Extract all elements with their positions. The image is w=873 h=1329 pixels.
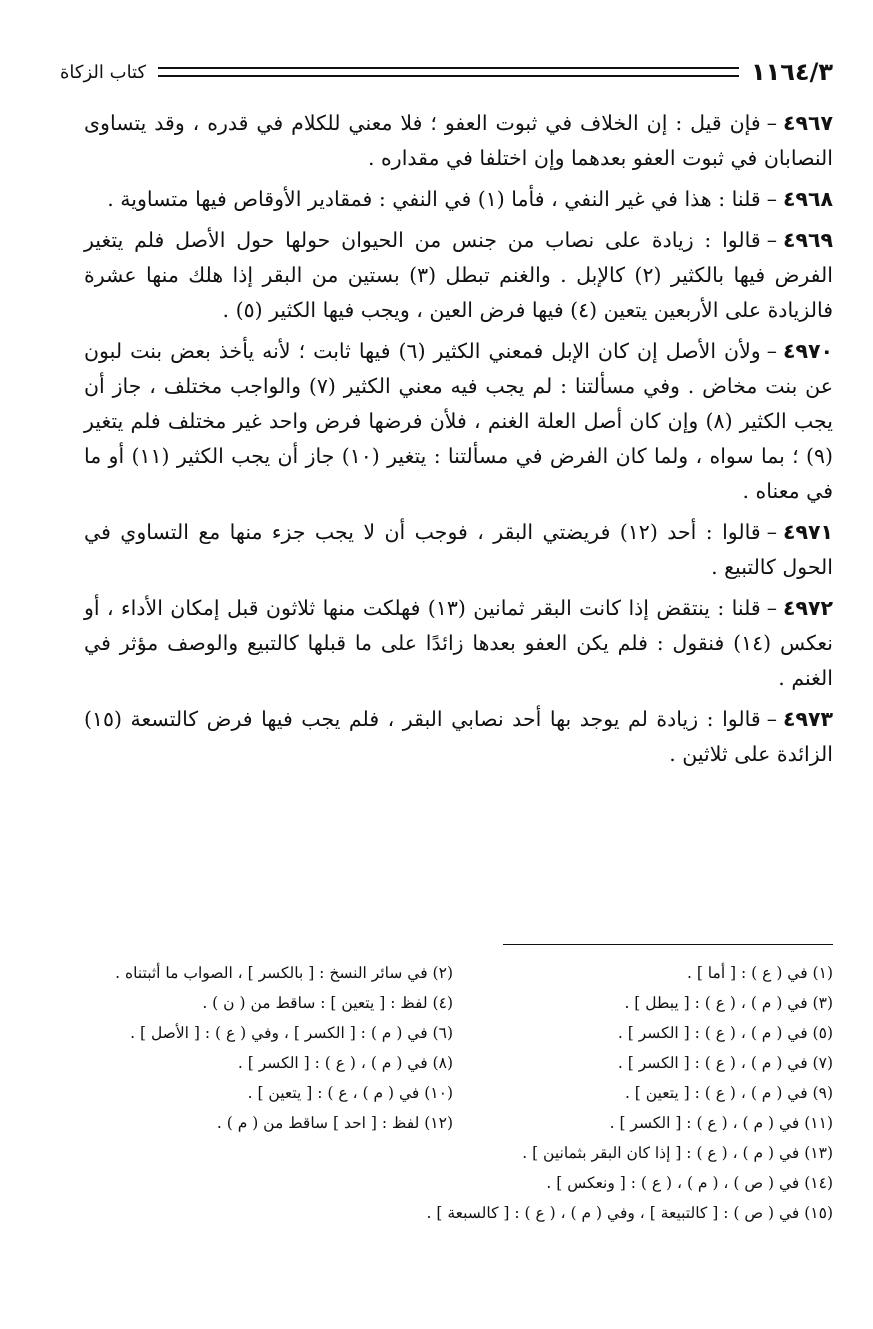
- footnote: (١١) في ( م ) ، ( ع ) : [ الكسر ] .: [609, 1114, 833, 1132]
- paragraph-text: قلنا : ينتقض إذا كانت البقر ثمانين (١٣) فهلكت منها ثلاثون قبل إمكان الأداء ، أو نعكس (١٤) فنقول : فلم يكن العفو بعدها زائدًا على ما قبلها كالتبيع والوصف مؤثر في الغنم .: [84, 596, 833, 690]
- paragraph-text: قلنا : هذا في غير النفي ، فأما (١) في النفي : فمقادير الأوقاص فيها متساوية .: [107, 187, 761, 211]
- footnote: (١٥) في ( ص ) : [ كالتبيعة ] ، وفي ( م ) ، ( ع ) : [ كالسبعة ] .: [426, 1204, 833, 1222]
- footnote: (٣) في ( م ) ، ( ع ) : [ يبطل ] .: [624, 994, 833, 1012]
- footnote: (٥) في ( م ) ، ( ع ) : [ الكسر ] .: [617, 1024, 833, 1042]
- paragraph: [84, 702, 833, 772]
- paragraph-text: فإن قيل : إن الخلاف في ثبوت العفو ؛ فلا معني للكلام في قدره ، وقد يتساوى النصابان في ثبوت العفو بعدهما وإن اختلفا في مقداره .: [84, 111, 833, 170]
- paragraph-dash: –: [766, 520, 777, 544]
- paragraph-number: ٤٩٦٧: [782, 111, 833, 135]
- paragraph-dash: –: [766, 339, 777, 363]
- paragraph: [84, 106, 833, 176]
- footnote: (٨) في ( م ) ، ( ع ) : [ الكسر ] .: [237, 1054, 453, 1072]
- footnote: (١٢) لفظ : [ احد ] ساقط من ( م ) .: [216, 1114, 453, 1132]
- paragraph-number: ٤٩٧٢: [782, 596, 833, 620]
- footnote: (٦) في ( م ) : [ الكسر ] ، وفي ( ع ) : [ الأصل ] .: [130, 1024, 453, 1042]
- paragraph-text: قالوا : زيادة لم يوجد بها أحد نصابي البقر ، فلم يجب فيها فرض كالتسعة (١٥) الزائدة على ثلاثين .: [84, 707, 833, 766]
- paragraph: [84, 515, 833, 585]
- paragraph-number: ٤٩٧٠: [782, 339, 834, 363]
- footnote: (١) في ( ع ) : [ أما ] .: [686, 964, 833, 982]
- paragraph-dash: –: [766, 596, 777, 620]
- paragraph-dash: –: [766, 187, 777, 211]
- footnote-row: [60, 958, 833, 988]
- paragraph: [84, 334, 833, 509]
- footnote-row: [60, 1078, 833, 1108]
- footnote: (٩) في ( م ) ، ( ع ) : [ يتعين ] .: [624, 1084, 833, 1102]
- main-text: [84, 106, 833, 778]
- footnote-row: [60, 1018, 833, 1048]
- footnote: (١٤) في ( ص ) ، ( م ) ، ( ع ) : [ ونعكس ] .: [546, 1174, 833, 1192]
- paragraph-dash: –: [766, 111, 777, 135]
- footnote: (٤) لفظ : [ يتعين ] : ساقط من ( ن ) .: [202, 994, 453, 1012]
- footnotes: [60, 958, 833, 1228]
- running-head: كتاب الزكاة: [60, 61, 147, 83]
- footnote: (١٣) في ( م ) ، ( ع ) : [ إذا كان البقر بثمانين ] .: [522, 1144, 833, 1162]
- header-double-rule: [158, 67, 739, 77]
- page-number: ١١٦٤/٣: [750, 58, 833, 86]
- paragraph: [84, 223, 833, 328]
- paragraph-dash: –: [766, 228, 777, 252]
- footnote: (٧) في ( م ) ، ( ع ) : [ الكسر ] .: [617, 1054, 833, 1072]
- page-header: [60, 52, 833, 92]
- paragraph-number: ٤٩٦٩: [782, 228, 833, 252]
- footnote: (١٠) في ( م ) ، ع ) : [ يتعين ] .: [247, 1084, 453, 1102]
- paragraph-text: قالوا : أحد (١٢) فريضتي البقر ، فوجب أن لا يجب جزء منها مع التساوي في الحول كالتبيع .: [84, 520, 833, 579]
- paragraph: [84, 591, 833, 696]
- footnote-row: [60, 1108, 833, 1138]
- paragraph-number: ٤٩٦٨: [782, 187, 833, 211]
- paragraph: [84, 182, 833, 217]
- paragraph-text: ولأن الأصل إن كان الإبل فمعني الكثير (٦) فيها ثابت ؛ لأنه يأخذ بعض بنت لبون عن بنت مخاض . وفي مسألتنا : لم يجب فيه معني الكثير (٧) والواجب مختلف ، جاز أن يجب الكثير (٨) وإن كان أصل العلة الغنم ، فلأن فرضها فرض واحد غير مختلف فلم يتغير (٩) ؛ بما سواه ، ولما كان الفرض في مسألتنا : يتغير (١٠) جاز أن يجب الكثير (١١) أو ما في معناه .: [84, 339, 833, 503]
- paragraph-number: ٤٩٧١: [782, 520, 833, 544]
- footnote-row: [60, 1048, 833, 1078]
- paragraph-dash: –: [766, 707, 777, 731]
- footnote: (٢) في سائر النسخ : [ بالكسر ] ، الصواب ما أثبتناه .: [115, 964, 453, 982]
- footnote-row: [60, 988, 833, 1018]
- paragraph-number: ٤٩٧٣: [782, 707, 833, 731]
- footnote-separator: [503, 944, 833, 945]
- paragraph-text: قالوا : زيادة على نصاب من جنس من الحيوان حولها حول الأصل فلم يتغير الفرض فيها بالكثير (٢) كالإبل . والغنم تبطل (٣) بستين من البقر إذا هلك منها عشرة فالزيادة على الأربعين يتعين (٤) فيها فرض العين ، ويجب فيها الكثير (٥) .: [84, 228, 833, 322]
